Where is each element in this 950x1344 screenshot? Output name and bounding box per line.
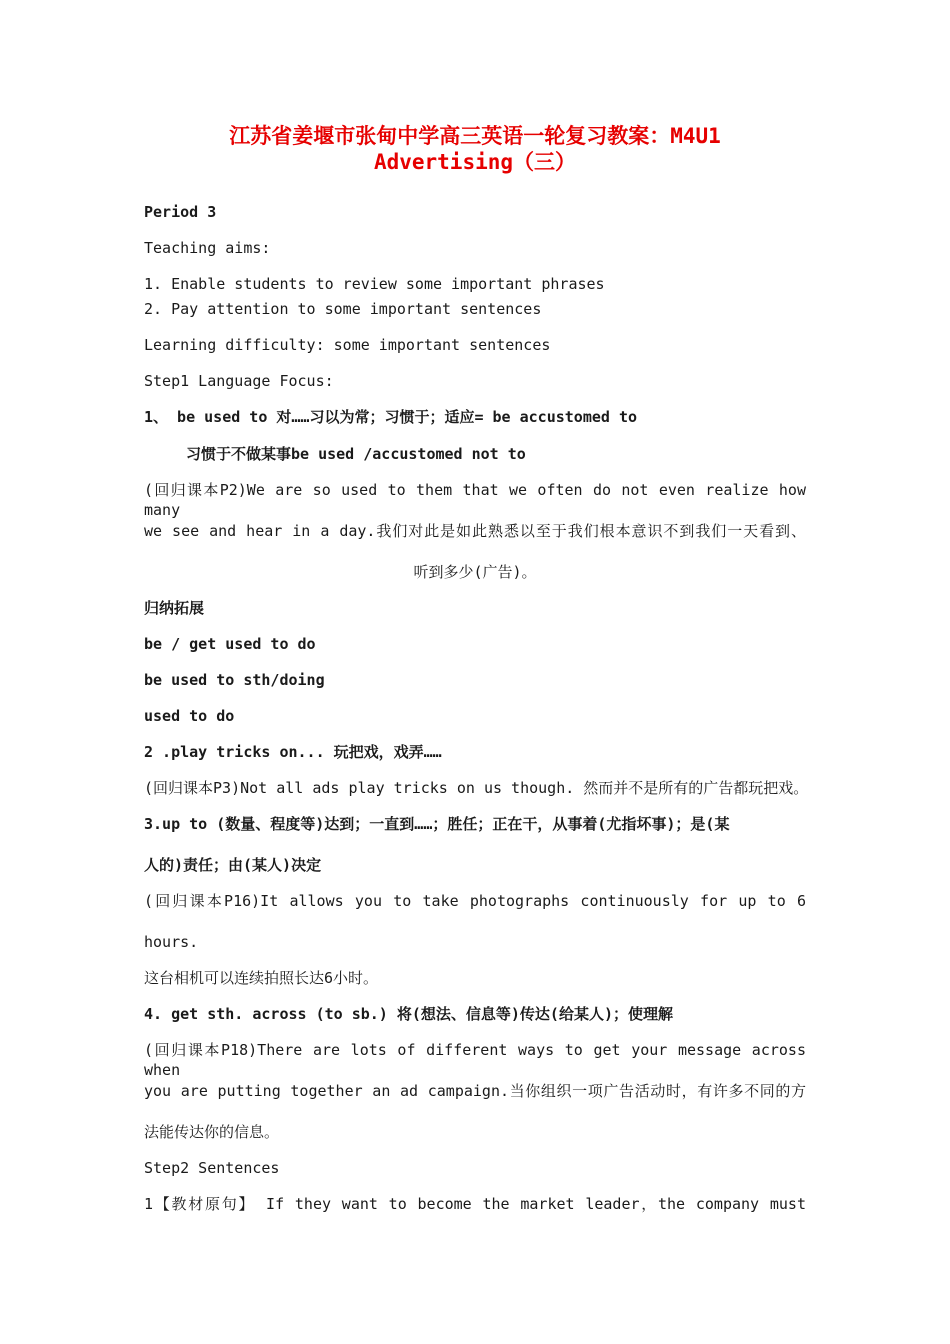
phrase-3-example-line-2: hours. (144, 933, 199, 951)
aims-heading: Teaching aims: (144, 239, 271, 257)
period-label: Period 3 (144, 203, 217, 221)
phrase-3-heading-line-2: 人的)责任；由(某人)决定 (144, 856, 322, 874)
summary-item-1: be / get used to do (144, 635, 316, 653)
summary-item-2: be used to sth/doing (144, 671, 325, 689)
aim-2: 2. Pay attention to some important sentences (144, 300, 542, 318)
step2-heading: Step2 Sentences (144, 1159, 280, 1177)
phrase-4-example-line-3: 法能传达你的信息。 (144, 1123, 280, 1141)
phrase-3-heading-line-1: 3.up to (数量、程度等)达到；一直到……；胜任；正在干，从事着(尤指坏事)；是(某 (144, 815, 730, 833)
phrase-2-heading: 2 .play tricks on... 玩把戏，戏弄…… (144, 743, 442, 761)
sentence-1: 1【教材原句】 If they want to become the market leader，the company must (144, 1195, 806, 1213)
phrase-4-example-line-2: you are putting together an ad campaign.当你组织一项广告活动时，有许多不同的方 (144, 1082, 806, 1100)
phrase-3-example-translation: 这台相机可以连续拍照长达6小时。 (144, 969, 379, 987)
title-line-2: Advertising（三） (373, 150, 577, 174)
phrase-3-example-line-1: (回归课本P16)It allows you to take photographs continuously for up to 6 (144, 892, 806, 910)
aim-1: 1. Enable students to review some important phrases (144, 275, 605, 293)
phrase-1-heading: 1、 be used to 对……习以为常；习惯于；适应= be accustomed to (144, 408, 638, 426)
phrase-2-example: (回归课本P3)Not all ads play tricks on us though. 然而并不是所有的广告都玩把戏。 (144, 779, 809, 797)
phrase-1-example-line-1: (回归课本P2)We are so used to them that we often do not even realize how many (144, 481, 806, 519)
summary-item-3: used to do (144, 707, 235, 725)
step1-heading: Step1 Language Focus: (144, 372, 334, 390)
title-line-1: 江苏省姜堰市张甸中学高三英语一轮复习教案：M4U1 (229, 124, 721, 148)
phrase-4-heading: 4. get sth. across (to sb.) 将(想法、信息等)传达(给某人)；使理解 (144, 1005, 673, 1023)
phrase-1-sub: 习惯于不做某事be used /accustomed not to (186, 445, 526, 463)
phrase-1-example-line-3: 听到多少(广告)。 (413, 563, 537, 581)
phrase-1-example-line-2: we see and hear in a day.我们对此是如此熟悉以至于我们根本意识不到我们一天看到、 (144, 522, 806, 540)
summary-heading: 归纳拓展 (144, 599, 205, 617)
learning-difficulty: Learning difficulty: some important sentences (144, 336, 551, 354)
phrase-4-example-line-1: (回归课本P18)There are lots of different ways to get your message across when (144, 1041, 806, 1079)
